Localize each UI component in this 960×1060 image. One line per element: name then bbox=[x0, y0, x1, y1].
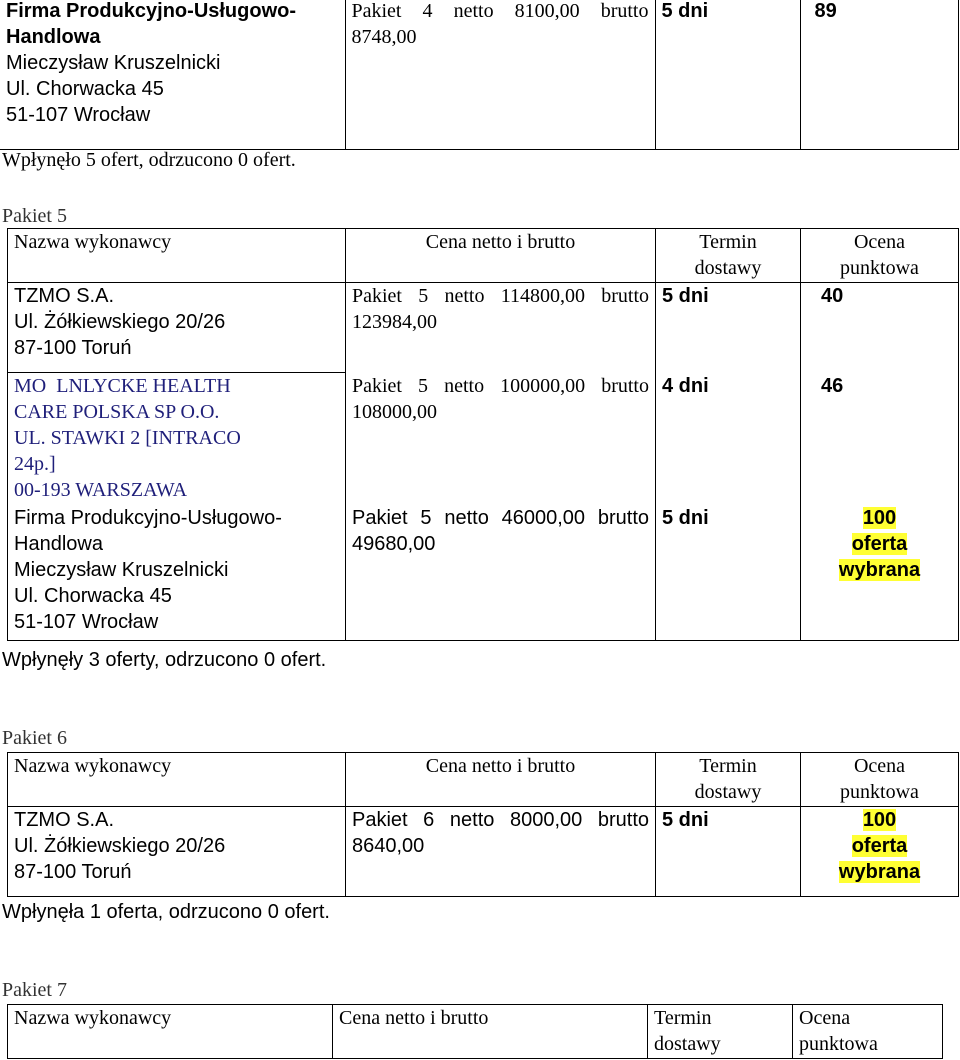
vendor-line: Mieczysław Kruszelnicki bbox=[14, 558, 229, 581]
header-price: Cena netto i brutto bbox=[333, 1005, 648, 1059]
vendor-line: Mieczysław Kruszelnicki bbox=[6, 52, 221, 74]
table-row bbox=[8, 807, 959, 897]
header-delivery-line: Termin bbox=[654, 1007, 712, 1029]
vendor-line: Firma Produkcyjno-Usługowo- bbox=[14, 506, 282, 529]
selected-score-line: 100 bbox=[862, 809, 897, 831]
header-delivery-line: Termin bbox=[699, 755, 757, 777]
table-row bbox=[8, 283, 959, 373]
pakiet5-table bbox=[7, 228, 959, 641]
score-cell: 40 bbox=[801, 283, 959, 373]
vendor-line: 51-107 Wrocław bbox=[6, 104, 151, 126]
vendor-line: MO LNLYCKE HEALTH bbox=[14, 375, 231, 397]
price-cell: Pakiet 4 netto 8100,00 brutto 8748,00 bbox=[345, 0, 655, 149]
section-title: Pakiet 6 bbox=[2, 727, 67, 749]
header-delivery-line: dostawy bbox=[694, 257, 762, 279]
header-score-line: Ocena bbox=[853, 755, 906, 777]
price-cell: Pakiet 5 netto 46000,00 brutto 49680,00 bbox=[346, 505, 656, 641]
score-cell bbox=[801, 807, 959, 897]
vendor-line: Ul. Żółkiewskiego 20/26 bbox=[14, 835, 226, 857]
vendor-cell bbox=[0, 0, 345, 149]
delivery-cell: 5 dni bbox=[656, 807, 801, 897]
header-price: Cena netto i brutto bbox=[346, 753, 656, 807]
selected-score-line: wybrana bbox=[838, 558, 921, 581]
header-delivery bbox=[656, 753, 801, 807]
vendor-line: 00-193 WARSZAWA bbox=[14, 479, 188, 501]
table-header bbox=[8, 229, 959, 283]
vendor-cell bbox=[8, 807, 346, 897]
score-cell bbox=[801, 505, 959, 641]
table-header bbox=[8, 1005, 943, 1059]
selected-score-line: wybrana bbox=[838, 861, 921, 883]
header-vendor: Nazwa wykonawcy bbox=[8, 229, 346, 283]
vendor-line: CARE POLSKA SP O.O. bbox=[14, 401, 220, 423]
delivery-cell: 5 dni bbox=[656, 283, 801, 373]
vendor-cell bbox=[8, 505, 346, 641]
table-row bbox=[8, 505, 959, 641]
header-delivery bbox=[648, 1005, 793, 1059]
pakiet6-table bbox=[7, 752, 959, 897]
header-delivery-line: dostawy bbox=[694, 781, 762, 803]
delivery-cell: 5 dni bbox=[656, 505, 801, 641]
vendor-line: Handlowa bbox=[6, 26, 101, 48]
header-score bbox=[801, 229, 959, 283]
offers-summary: Wpłynęło 5 ofert, odrzucono 0 ofert. bbox=[2, 149, 296, 171]
delivery-cell: 5 dni bbox=[655, 0, 800, 149]
table-header bbox=[8, 753, 959, 807]
score-cell: 46 bbox=[801, 373, 959, 505]
vendor-cell bbox=[8, 283, 346, 373]
selected-score-line: 100 bbox=[862, 506, 897, 529]
vendor-line: Firma Produkcyjno-Usługowo- bbox=[6, 0, 297, 22]
table-row bbox=[8, 373, 959, 505]
vendor-line: 51-107 Wrocław bbox=[14, 610, 159, 633]
offers-summary: Wpłynęła 1 oferta, odrzucono 0 ofert. bbox=[2, 901, 330, 923]
header-score bbox=[801, 753, 959, 807]
header-score-line: Ocena bbox=[799, 1007, 851, 1029]
header-price: Cena netto i brutto bbox=[346, 229, 656, 283]
header-delivery-line: Termin bbox=[699, 231, 757, 253]
score-cell: 89 bbox=[800, 0, 958, 149]
vendor-line: 87-100 Toruń bbox=[14, 337, 132, 359]
vendor-line: Ul. Żółkiewskiego 20/26 bbox=[14, 311, 226, 333]
vendor-line: Handlowa bbox=[14, 532, 103, 555]
header-score bbox=[793, 1005, 943, 1059]
vendor-line: TZMO S.A. bbox=[14, 285, 114, 307]
section-title: Pakiet 5 bbox=[2, 205, 67, 227]
header-score-line: punktowa bbox=[799, 1033, 878, 1055]
delivery-cell: 4 dni bbox=[656, 373, 801, 505]
vendor-line: UL. STAWKI 2 [INTRACO bbox=[14, 427, 241, 449]
vendor-line: Ul. Chorwacka 45 bbox=[6, 78, 164, 100]
vendor-line: TZMO S.A. bbox=[14, 809, 114, 831]
offers-summary: Wpłynęły 3 oferty, odrzucono 0 ofert. bbox=[2, 649, 327, 671]
header-delivery bbox=[656, 229, 801, 283]
table-row bbox=[0, 0, 958, 149]
header-vendor: Nazwa wykonawcy bbox=[8, 753, 346, 807]
vendor-cell bbox=[8, 373, 346, 505]
selected-score-line: oferta bbox=[851, 835, 908, 857]
selected-score-line: oferta bbox=[851, 532, 908, 555]
header-score-line: Ocena bbox=[853, 231, 906, 253]
price-cell: Pakiet 5 netto 100000,00 brutto 108000,00 bbox=[346, 373, 656, 505]
price-cell: Pakiet 6 netto 8000,00 brutto 8640,00 bbox=[346, 807, 656, 897]
header-delivery-line: dostawy bbox=[654, 1033, 721, 1055]
header-score-line: punktowa bbox=[840, 257, 919, 279]
vendor-line: 24p.] bbox=[14, 453, 56, 475]
header-score-line: punktowa bbox=[840, 781, 919, 803]
vendor-line: 87-100 Toruń bbox=[14, 861, 132, 883]
pakiet4-table bbox=[0, 0, 959, 150]
header-vendor: Nazwa wykonawcy bbox=[8, 1005, 333, 1059]
vendor-line: Ul. Chorwacka 45 bbox=[14, 584, 172, 607]
pakiet7-table bbox=[7, 1004, 943, 1059]
section-title: Pakiet 7 bbox=[2, 979, 67, 1001]
price-cell: Pakiet 5 netto 114800,00 brutto 123984,00 bbox=[346, 283, 656, 373]
